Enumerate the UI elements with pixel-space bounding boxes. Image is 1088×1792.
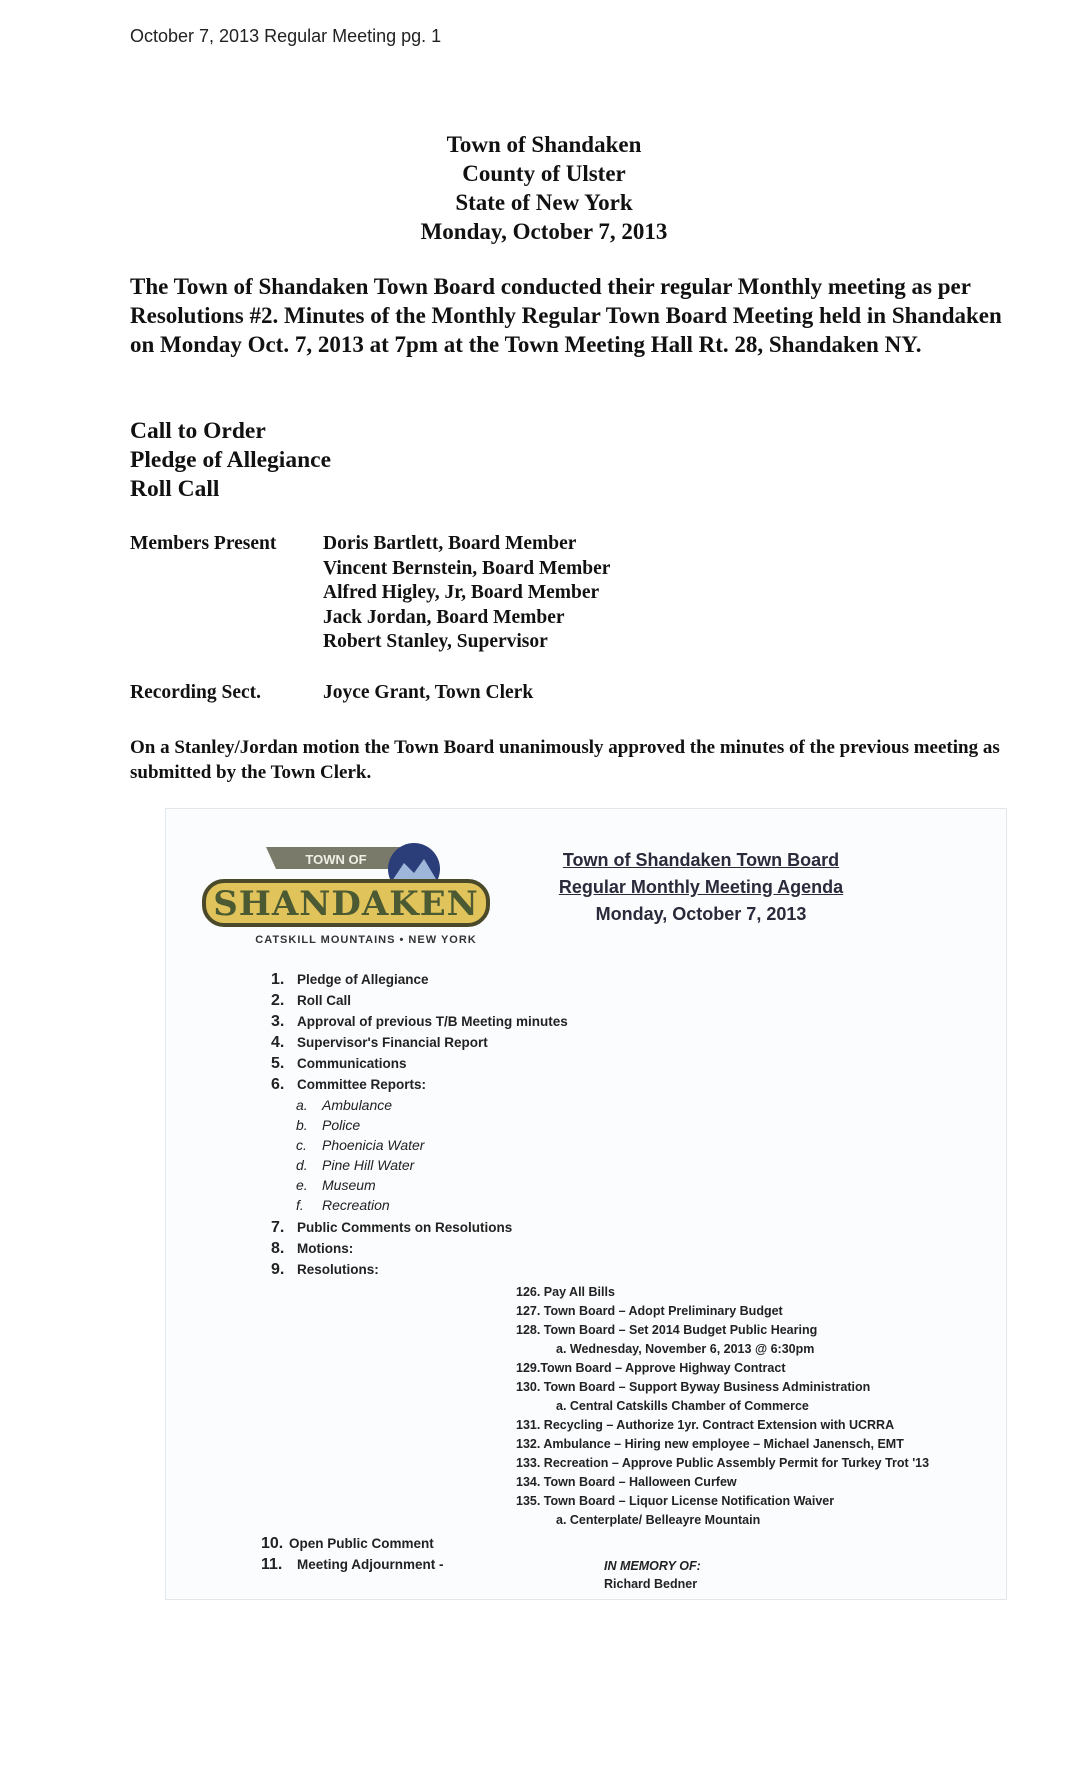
document-title <box>0 130 1088 246</box>
agenda-item: 4. Supervisor's Financial Report <box>271 1034 488 1051</box>
memory-name: Richard Bedner <box>604 1577 698 1591</box>
members-label: Members Present <box>130 533 277 554</box>
agenda-subitem: d. Pine Hill Water <box>296 1157 415 1173</box>
resolution-subitem: a. Central Catskills Chamber of Commerce <box>556 1399 809 1413</box>
agenda-item: 10. Open Public Comment <box>261 1535 434 1552</box>
members-list <box>323 532 610 655</box>
recording-label: Recording Sect. <box>130 682 262 703</box>
resolution-item: 129.Town Board – Approve Highway Contract <box>516 1361 786 1375</box>
agenda-scan <box>165 808 1007 1600</box>
resolution-item: 132. Ambulance – Hiring new employee – Michael Janensch, EMT <box>516 1437 904 1451</box>
resolution-subitem: a. Wednesday, November 6, 2013 @ 6:30pm <box>556 1342 815 1356</box>
title-line: Monday, October 7, 2013 <box>420 219 668 244</box>
agenda-date: Monday, October 7, 2013 <box>595 904 807 924</box>
resolution-subitem: a. Centerplate/ Belleayre Mountain <box>556 1513 761 1527</box>
agenda-item: 6. Committee Reports: <box>271 1076 427 1093</box>
order-of-business <box>130 417 331 504</box>
agenda-item: 3. Approval of previous T/B Meeting minutes <box>271 1013 568 1030</box>
agenda-subitem: e. Museum <box>296 1177 376 1193</box>
agenda-subitem: f. Recreation <box>296 1197 390 1213</box>
agenda-subitem: b. Police <box>296 1117 361 1133</box>
resolution-item: 134. Town Board – Halloween Curfew <box>516 1475 737 1489</box>
logo-name-text: SHANDAKEN <box>213 884 479 924</box>
memory-label: IN MEMORY OF: <box>604 1559 701 1573</box>
order-item: Call to Order <box>130 418 266 444</box>
title-line: State of New York <box>455 190 633 215</box>
page-header: October 7, 2013 Regular Meeting pg. 1 <box>130 26 442 46</box>
logo-bottom-text: CATSKILL MOUNTAINS • NEW YORK <box>255 934 477 946</box>
order-item: Roll Call <box>130 476 220 502</box>
title-line: Town of Shandaken <box>446 132 642 157</box>
resolution-item: 133. Recreation – Approve Public Assembly Permit for Turkey Trot '13 <box>516 1456 930 1470</box>
agenda-item: 11. Meeting Adjournment - <box>261 1556 444 1573</box>
resolution-item: 135. Town Board – Liquor License Notification Waiver <box>516 1494 835 1508</box>
agenda-title-line: Town of Shandaken Town Board <box>562 850 840 870</box>
logo-top-text: TOWN OF <box>305 852 367 867</box>
agenda-item: 2. Roll Call <box>271 992 352 1009</box>
agenda-item: 1. Pledge of Allegiance <box>271 971 429 988</box>
title-line: County of Ulster <box>462 161 626 186</box>
agenda-item: 5. Communications <box>271 1055 407 1072</box>
agenda-title-line: Regular Monthly Meeting Agenda <box>558 877 844 897</box>
agenda-subitem: a. Ambulance <box>296 1097 393 1113</box>
motion-paragraph: On a Stanley/Jordan motion the Town Board unanimously approved the minutes of the previous meeting as submitted by the Town Clerk. <box>130 737 1000 783</box>
member-name: Alfred Higley, Jr, Board Member <box>323 582 600 603</box>
member-name: Vincent Bernstein, Board Member <box>323 557 611 579</box>
agenda-subitem: c. Phoenicia Water <box>296 1137 425 1153</box>
agenda-item: 9. Resolutions: <box>271 1261 379 1278</box>
agenda-title <box>551 847 851 928</box>
recording-secretary <box>130 681 534 706</box>
member-name: Robert Stanley, Supervisor <box>323 631 548 652</box>
intro-paragraph: The Town of Shandaken Town Board conducted their regular Monthly meeting as per Resolutions #2. Minutes of the Monthly Regular Town Board Meeting held in Shandaken on Monday Oct. 7, 2013 at 7pm at the Town Meeting Hall Rt. 28, Shandaken NY. <box>130 274 1002 357</box>
member-name: Jack Jordan, Board Member <box>323 606 565 628</box>
resolution-item: 126. Pay All Bills <box>516 1285 615 1299</box>
recording-name: Joyce Grant, Town Clerk <box>323 682 534 703</box>
order-item: Pledge of Allegiance <box>130 447 332 473</box>
resolution-item: 127. Town Board – Adopt Preliminary Budget <box>516 1304 783 1318</box>
agenda-item: 7. Public Comments on Resolutions <box>271 1219 513 1236</box>
resolution-item: 131. Recycling – Authorize 1yr. Contract Extension with UCRRA <box>516 1418 895 1432</box>
resolution-item: 128. Town Board – Set 2014 Budget Public Hearing <box>516 1323 818 1337</box>
member-name: Doris Bartlett, Board Member <box>323 533 577 554</box>
resolution-item: 130. Town Board – Support Byway Business Administration <box>516 1380 871 1394</box>
shandaken-logo <box>196 839 496 957</box>
agenda-item: 8. Motions: <box>271 1240 354 1257</box>
